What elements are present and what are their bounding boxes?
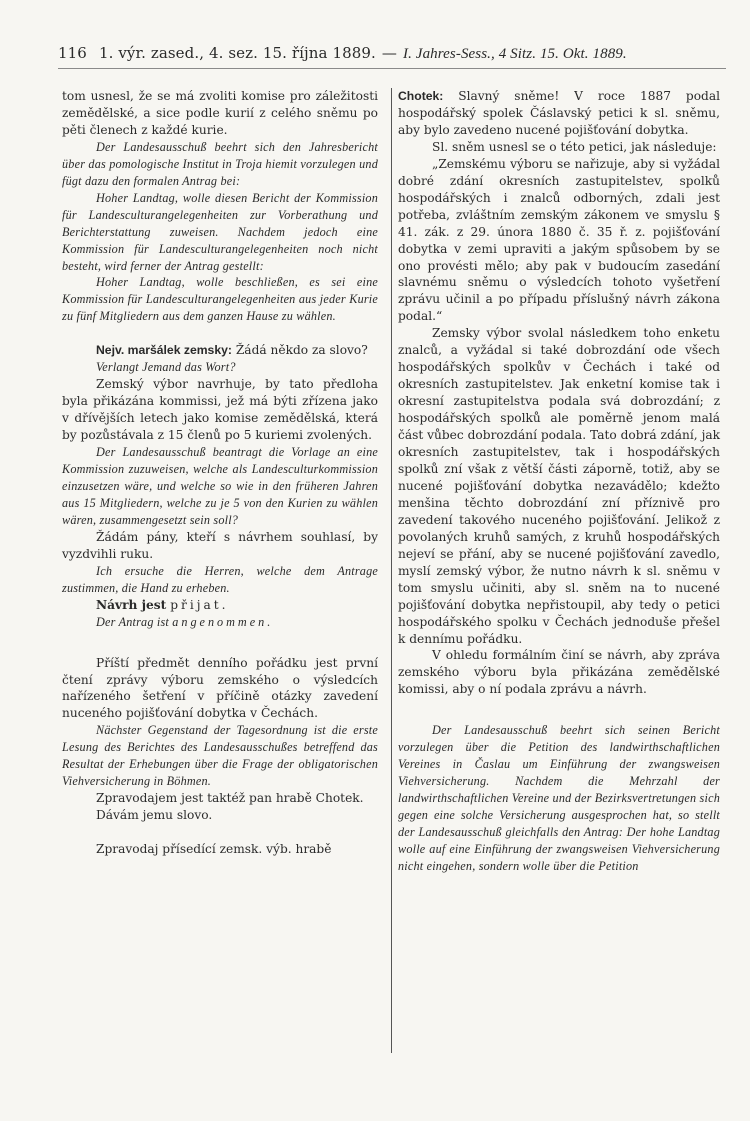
paragraph: V ohledu formálním činí se návrh, aby zpráva zemského výboru byla přikázána zemědělské komissi, aby o ní podala zprávu a návrh.: [398, 648, 720, 697]
paragraph: Příští předmět denního pořádku jest první čtení zprávy výboru zemského o výsledcích nařízeného šetření v příčině otázky zavedení nuceného pojišťování dobytka v Čechách.: [62, 655, 378, 721]
speaker-paragraph: [398, 88, 720, 139]
speaker-name: Nejv. maršálek zemsky:: [96, 343, 232, 358]
header-separator: —: [381, 44, 398, 62]
paragraph-german: Nächster Gegenstand der Tagesordnung ist die erste Lesung des Berichtes des Landesausschußes betreffend das Resultat der Erhebungen über die Frage der obligatorischen Viehversicherung in Böhmen.: [62, 723, 378, 789]
resolution-label: Der Antrag ist: [96, 614, 169, 629]
header-rule: [58, 68, 726, 69]
paragraph-german: Der Landesausschuß beehrt sich seinen Bericht vorzulegen über die Petition des landwirthschaftlichen Vereines in Časlau um Einführung der zwangsweisen Viehversicherung. Nachdem die Mehrzahl der landwirthschaftlichen Vereine und der Bezirksvertretungen sich gegen eine solche Versicherung ausgesprochen hat, so stellt der Landesausschuß gleichfalls den Antrag: Der hohe Landtag wolle auf eine Einführung der zwangsweisen Viehversicherung nicht eingehen, sondern wolle über die Petition: [398, 723, 720, 873]
paragraph: Dávám jemu slovo.: [96, 808, 213, 823]
paragraph: Zpravodaj přísedící zemsk. výb. hrabě: [96, 842, 332, 857]
paragraph: tom usnesl, že se má zvoliti komise pro záležitosti zemědělské, a sice podle kurií z celého sněmu po pěti členech z každé kurie.: [62, 89, 378, 137]
resolution-result: přijat.: [170, 597, 229, 612]
paragraph: Žádám pány, kteří s návrhem souhlasí, by vyzdvihli ruku.: [62, 529, 378, 561]
paragraph-german: Hoher Landtag, wolle beschließen, es sei eine Kommission für Landesculturangelegenheiten aus jeder Kurie zu fünf Mitgliedern aus dem ganzen Hause zu wählen.: [62, 275, 378, 324]
spacer: [398, 698, 720, 722]
paragraph: Zpravodajem jest taktéž pan hrabě Chotek.: [96, 791, 364, 806]
spacer: [62, 631, 378, 655]
column-divider: [391, 88, 392, 1053]
speaker-name: Chotek:: [398, 89, 444, 103]
speech-text: Žádá někdo za slovo?: [235, 343, 368, 358]
paragraph-german: Der Landesausschuß beehrt sich den Jahresbericht über das pomologische Institut in Troja hiemit vorzulegen und fügt dazu den formalen Antrag bei:: [62, 139, 378, 188]
paragraph-german: Ich ersuche die Herren, welche dem Antrage zustimmen, die Hand zu erheben.: [62, 563, 378, 595]
paragraph: Zemsky výbor svolal následkem toho enketu znalců, a vyžádal si také dobrozdání ode všech hospodářských spolkův v Čechách i také od okresních zastupitelstev. Jak enketní komise tak i okresní zastupitelstva podala svá dobrozdání; z hospodářských spolků ale poměrně jenom malá část vůbec dobrozdání podala. Tato dobrá zdání, jak okresních zastupitelstev, tak i hospodářských spolků zní však z větší části záporně, totiž, aby se nucené pojišťování dobytka nezavádělo; kdežto menšina těchto dobrozdání zní příznivě pro zavedení takového nuceného pojišťování. Jelikož z povolaných kruhů samých, z kruhů hospodářských nejeví se přání, aby se nucené pojišťování zavedlo, myslí zemský výbor, že nutno návrh k sl. sněmu v tom smyslu učiniti, aby sl. sněm na to nucené pojišťování dobytka nepřistoupil, aby tedy o petici hospodářského spolku v Čechách jednoduše přešel k dennímu pořádku.: [398, 326, 720, 646]
paragraph: Zemský výbor navrhuje, by tato předloha byla přikázána kommissi, jež má býti zřízena jako v dřívějších letech jako komise zemědělská, která by pozůstávala z 15 členů po 5 kuriemi zvolených.: [62, 377, 378, 443]
paragraph-german: Hoher Landtag, wolle diesen Bericht der Kommission für Landesculturangelegenheiten zur Vorberathung und Berichterstattung zuweisen. Nachdem jedoch eine Kommission für Landesculturangelegenheiten noch nicht besteht, wird ferner der Antrag gestellt:: [62, 190, 378, 273]
paragraph-german: Der Landesausschuß beantragt die Vorlage an eine Kommission zuzuweisen, welche als Landesculturkommission einzusetzen wäre, und welche so wie in den früheren Jahren aus 15 Mitgliedern, welche zu je 5 von den Kurien zu wählen wären, zusammengesetzt sein soll?: [62, 445, 378, 527]
resolution-czech: [62, 597, 378, 614]
speaker-paragraph: [62, 342, 378, 359]
spacer: [62, 325, 378, 342]
spacer: [62, 824, 378, 841]
resolution-german: [62, 614, 378, 631]
paragraph-german: Verlangt Jemand das Wort?: [96, 360, 236, 375]
header-german: I. Jahres-Sess., 4 Sitz. 15. Okt. 1889.: [403, 46, 627, 62]
quotation: „Zemskému výboru se nařizuje, aby si vyžádal dobré zdání okresních zastupitelstev, spolků hospodářských i znalců odborných, zdali jest potřeba, zvláštním zemským zákonem ve smyslu § 41. zák. z 29. února 1880 č. 35 ř. z. pojišťování dobytka v zemi upraviti a jakým spůsobem by se ono provésti mělo; aby pak v budoucím zasedání slavnému sněmu o výsledcích tohoto vyšetření zprávu učinil a po případu příslušný návrh zákona podal.“: [398, 156, 720, 324]
paragraph: Sl. sněm usnesl se o této petici, jak následuje:: [432, 139, 717, 154]
resolution-label: Návrh jest: [96, 597, 167, 612]
header-czech: 1. výr. zased., 4. sez. 15. října 1889.: [98, 44, 376, 62]
left-column: [62, 88, 378, 858]
page-header: [58, 44, 723, 63]
resolution-result: angenommen.: [172, 614, 274, 629]
page-number: 116: [58, 44, 87, 62]
right-column: [398, 88, 720, 875]
speech-text: Slavný sněme! V roce 1887 podal hospodářský spolek Čáslavský petici k sl. sněmu, aby bylo zavedeno nucené pojišťování dobytka.: [398, 89, 720, 137]
